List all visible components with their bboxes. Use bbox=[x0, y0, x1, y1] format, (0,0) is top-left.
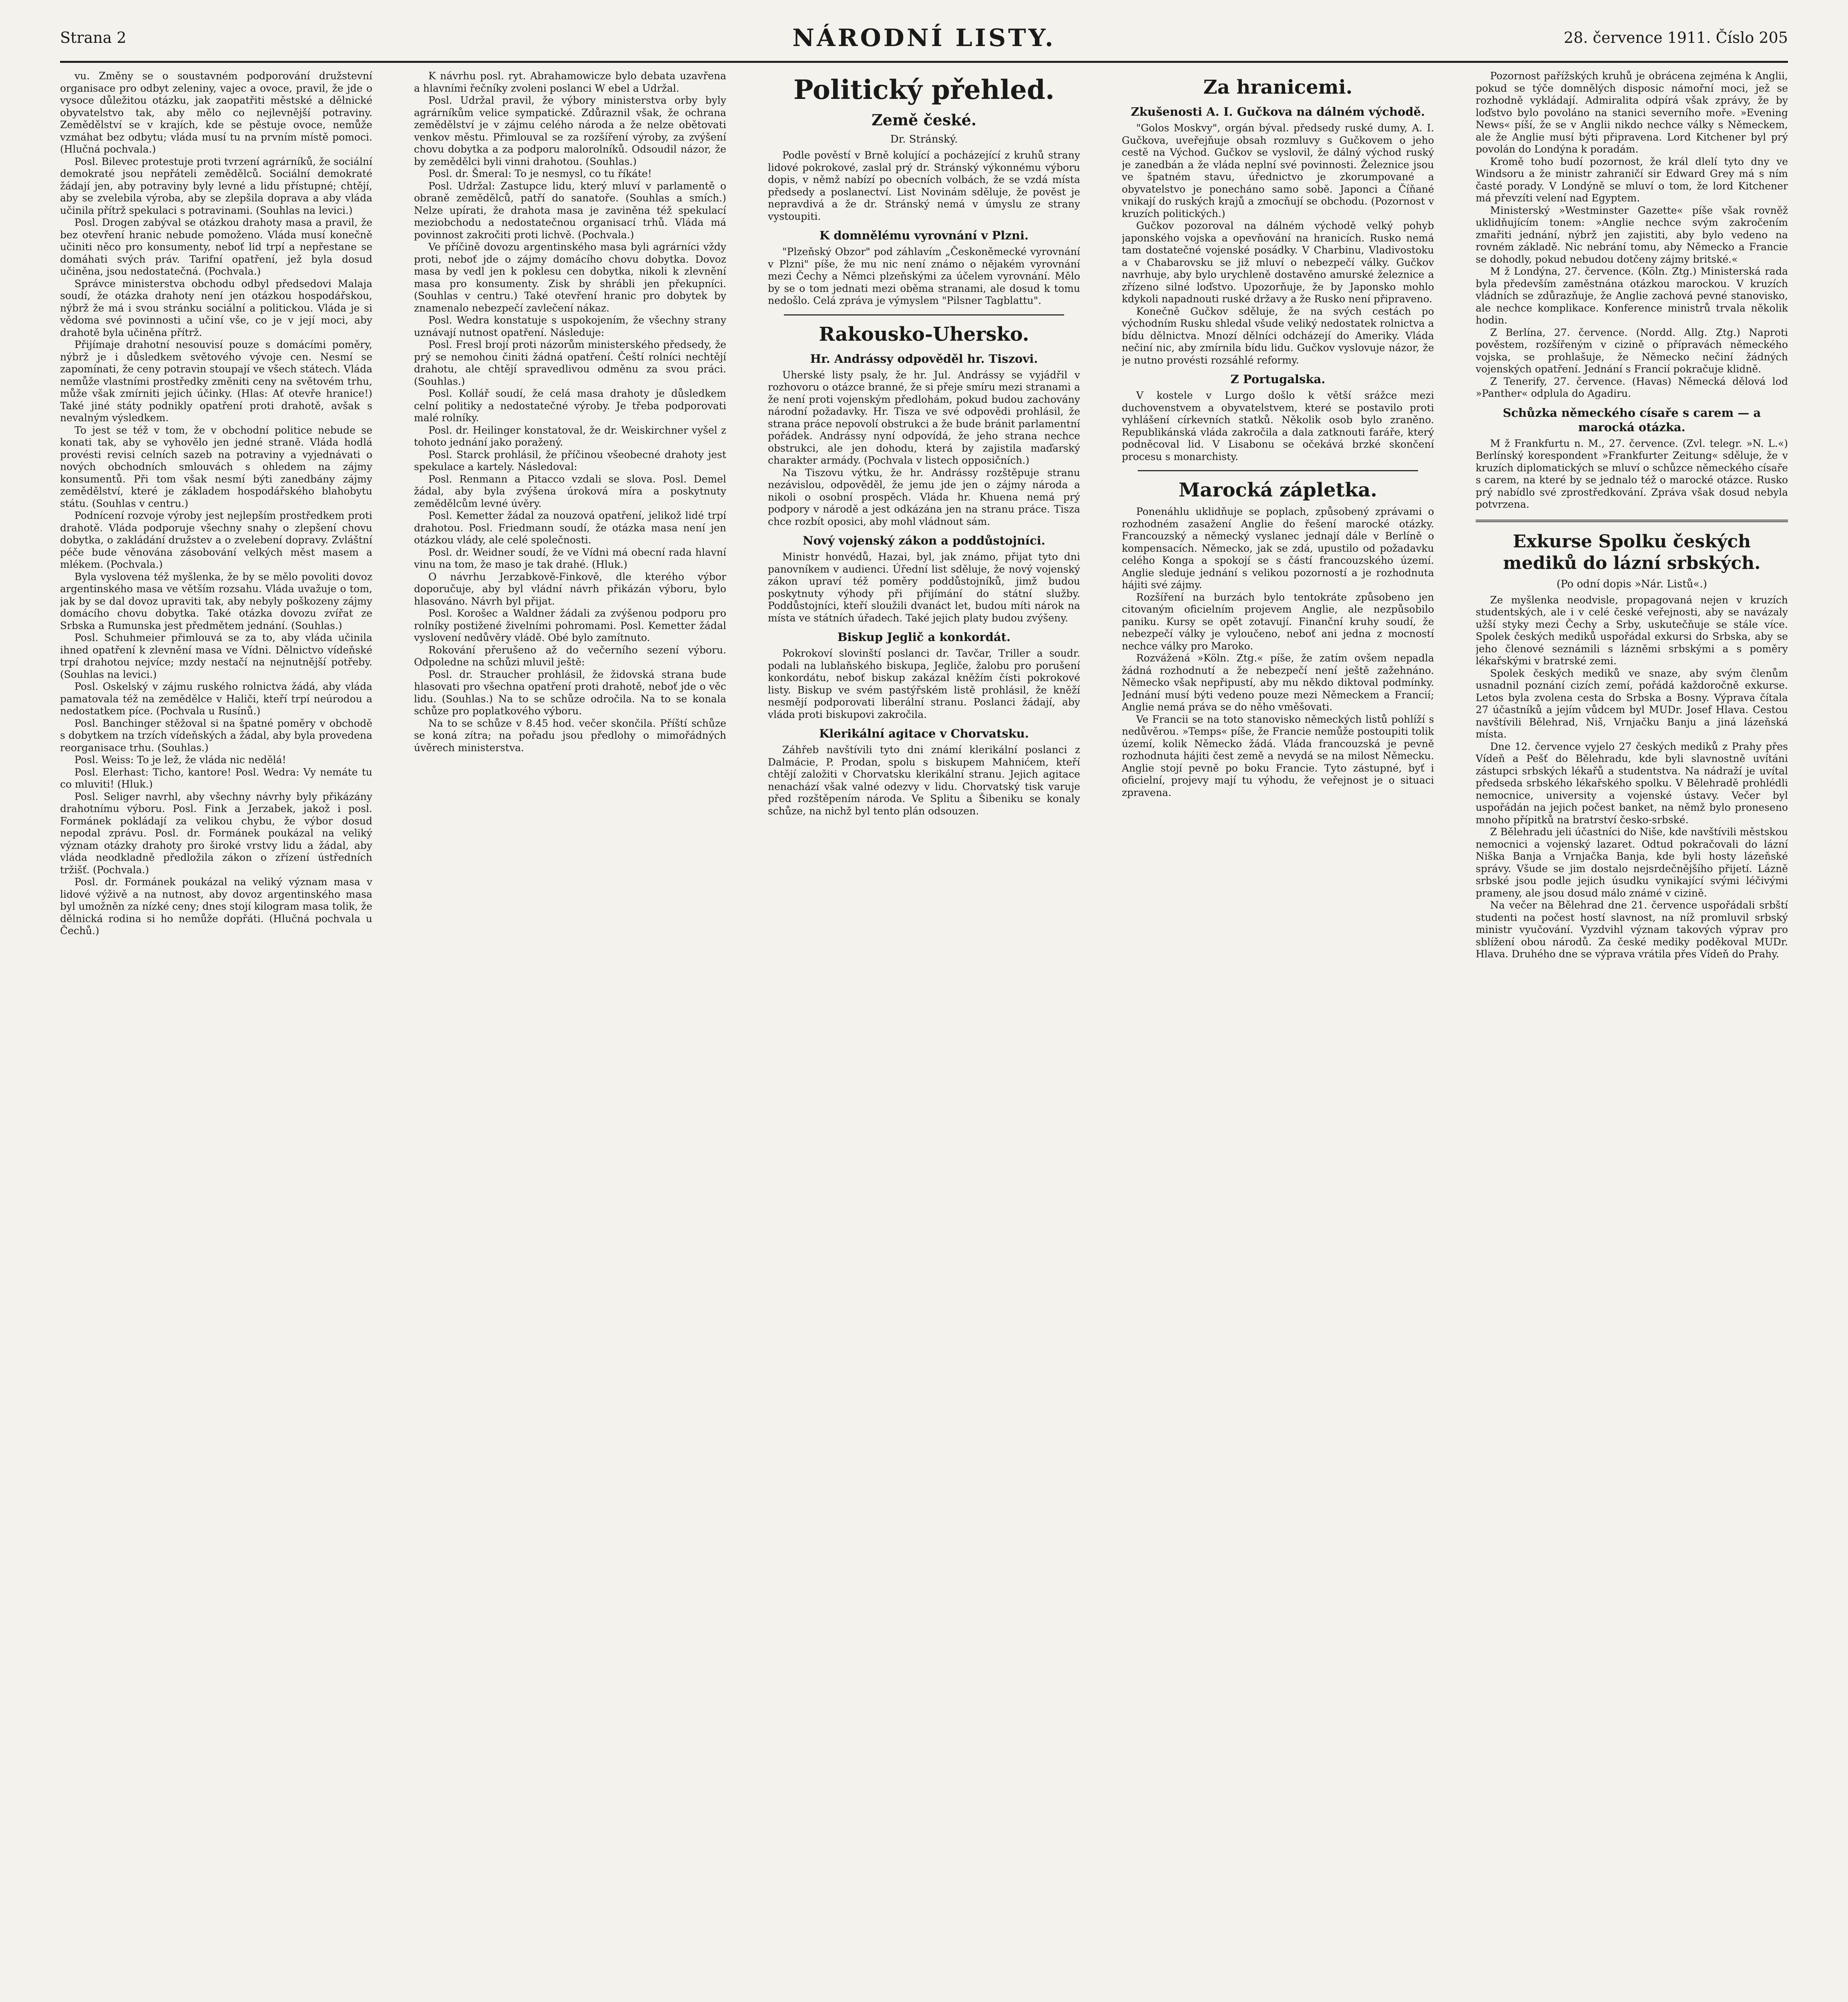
article-paragraph: Ze myšlenka neodvisle, propagovaná nejen v kruzích studentských, ale i v celé české veřejnosti, aby se navázaly užší styky mezi Čechy a Srby, uskutečňuje se stále více. Spolek českých mediků uspořádal exkursi do Srbska, aby se jeho členové seznámili s lázněmi srbskými a s poměry lékařskými v bratrské zemi. bbox=[1476, 594, 1788, 667]
article-paragraph: M ž Londýna, 27. července. (Köln. Ztg.) Ministerská rada byla především zaměstnána otázkou marockou. V kruzích vládních se zdůrazňuje, že Anglie zachová pevné stanovisko, ale nechce komplikace. Konference ministrů trvala několik hodin. bbox=[1476, 265, 1788, 326]
article-paragraph: Uherské listy psaly, že hr. Jul. Andrássy se vyjádřil v rozhovoru o otázce branné, že si přeje smíru mezi stranami a že není proti vojenským předlohám, pokud budou zachovány národní požadavky. Hr. Tisza ve své odpovědi prohlásil, že strana práce nepovolí obstrukci a že bude bránit parlamentní pořádek. Andrássy nyní odpovídá, že jeho strana nechce obstrukci, ale jen dohodu, která by zajistila maďarský charakter armády. (Pochvala v listech opposičních.) bbox=[768, 369, 1080, 466]
article-paragraph: Správce ministerstva obchodu odbyl předsedovi Malaja soudí, že otázka drahoty není jen otázkou hospodářskou, nýbrž že má i svou stránku sociální a politickou. Vláda je si vědoma své povinnosti a učiní vše, co je v její moci, aby drahotě byla učiněna přítrž. bbox=[60, 277, 372, 338]
page-label: Strana 2 bbox=[60, 29, 127, 46]
column-5 bbox=[1476, 70, 1788, 2002]
article-paragraph: Ve příčině dovozu argentinského masa byli agrárníci vždy proti, neboť jde o zájmy domácího chovu dobytka. Dovoz masa by vedl jen k poklesu cen dobytka, nikoli k zlevnění masa pro konsumenty. Zisk by shrábli jen překupníci. (Souhlas v centru.) Také otevření hranic pro dobytek by znamenalo nebezpečí zavlečení nákaz. bbox=[414, 241, 726, 314]
section-title-morocco: Marocká zápletka. bbox=[1179, 479, 1377, 501]
article-paragraph: Na večer na Bělehrad dne 21. července uspořádali srbští studenti na počest hostí slavnost, na níž promluvil srbský ministr vyučování. Vyzdvihl význam takových výprav pro sblížení obou národů. Za české mediky poděkoval MUDr. Hlava. Druhého dne se výprava vrátila přes Vídeň do Prahy. bbox=[1476, 899, 1788, 960]
article-paragraph: Na to se schůze v 8.45 hod. večer skončila. Příští schůze se koná zítra; na pořadu jsou předlohy o mimořádných úvěrech ministerstva. bbox=[414, 717, 726, 754]
article-paragraph: Posl. Elerhast: Ticho, kantore! Posl. Wedra: Vy nemáte tu co mluviti! (Hluk.) bbox=[60, 766, 372, 790]
article-paragraph: Posl. Kollář soudí, že celá masa drahoty je důsledkem celní politiky a nedostatečné výroby. Je třeba podporovati malé rolníky. bbox=[414, 388, 726, 424]
article-paragraph: Podle pověstí v Brně kolující a pocházející z kruhů strany lidové pokrokové, zaslal prý dr. Stránský výkonnému výboru dopis, v němž nabízí po obecních volbách, že se vzdá místa předsedy a poslanectví. List Novinám sděluje, že pověst je nepravdivá a že dr. Stránský nemá v úmyslu ze strany vystoupiti. bbox=[768, 149, 1080, 222]
article-paragraph: Posl. Weiss: To je lež, že vláda nic nedělá! bbox=[74, 754, 286, 766]
masthead bbox=[60, 24, 1788, 63]
article-heading: Nový vojenský zákon a poddůstojníci. bbox=[803, 534, 1045, 547]
section-divider bbox=[784, 314, 1064, 316]
article-paragraph: Podnícení rozvoje výroby jest nejlepším prostředkem proti drahotě. Vláda podporuje všechny snahy o zlepšení chovu dobytka, o zakládání družstev a o zvelebení dopravy. Zvláštní péče bude věnována zásobování velkých měst masem a mlékem. (Pochvala.) bbox=[60, 510, 372, 570]
article-paragraph: Gučkov pozoroval na dálném východě velký pohyb japonského vojska a opevňování na hranicích. Rusko nemá tam dostatečné vojenské posádky. V Charbinu, Vladivostoku a v Chabarovsku se již mluví o nebezpečí války. Gučkov navrhuje, aby bylo urychleně dostavěno amurské železnice a zřízeno silné loďstvo. Upozorňuje, že by Japonsko mohlo kdykoli napadnouti ruské državy a že Rusko není připraveno. bbox=[1122, 220, 1434, 305]
article-heading: Zkušenosti A. I. Gučkova na dálném východě. bbox=[1131, 105, 1425, 119]
article-paragraph: Pokrokoví slovinští poslanci dr. Tavčar, Triller a soudr. podali na lublaňského biskupa, Jegliče, žalobu pro porušení konkordátu, neboť biskup zakázal kněžím čísti pokrokové listy. Biskup ve svém pastýřském listě prohlásil, že kněží nesmějí podporovati liberální stranu. Poslanci žádají, aby vláda proti biskupovi zakročila. bbox=[768, 647, 1080, 720]
subsection-title: Země české. bbox=[872, 111, 976, 129]
article-heading: Biskup Jeglič a konkordát. bbox=[837, 630, 1011, 644]
article-paragraph: Konečně Gučkov sděluje, že na svých cestách po východním Rusku shledal všude veliký nedostatek rolnictva a bídu dělnictva. Mnozí dělníci odcházejí do Ameriky. Vláda nečiní nic, aby zmírnila bídu lidu. Gučkov vyslovuje názor, že je nutno provésti rozsáhlé reformy. bbox=[1122, 305, 1434, 366]
article-paragraph: Posl. Renmann a Pitacco vzdali se slova. Posl. Demel žádal, aby byla zvýšena úroková míra a poskytnuty zemědělcům levné úvěry. bbox=[414, 473, 726, 509]
article-heading: Klerikální agitace v Chorvatsku. bbox=[819, 727, 1029, 740]
article-paragraph: Přijímaje drahotní nesouvisí pouze s domácími poměry, nýbrž je i důsledkem světového vývoje cen. Nesmí se zapomínati, že ceny potravin stoupají ve všech státech. Vláda nemůže vlastními prostředky změniti ceny na světovém trhu, může však zmírniti jejich účinky. (Hlas: Ať otevře hranice!) Také jiné státy podnikly opatření proti drahotě, avšak s nevalným výsledkem. bbox=[60, 339, 372, 424]
article-paragraph: "Golos Moskvy", orgán býval. předsedy ruské dumy, A. I. Gučkova, uveřejňuje obsah rozmluvy s Gučkovem o jeho cestě na Východ. Gučkov se vyslovil, že dálný východ ruský je zanedbán a že vláda neplní své povinnosti. Železnice jsou ve špatném stavu, úřednictvo je zkorumpované a obyvatelstvo je ponecháno samo sobě. Japonci a Číňané vnikají do ruských krajů a zmocňují se obchodu. (Pozornost v kruzích politických.) bbox=[1122, 122, 1434, 219]
article-paragraph: Posl. Udržal pravil, že výbory ministerstva orby byly agrárníkům velice sympatické. Zdůraznil však, že ochrana zemědělství je v zájmu celého národa a že nelze obětovati venkov městu. Přimlouval se za rozšíření výroby, za zvýšení chovu dobytka a za podporu malorolníků. Odsoudil názor, že by zemědělci byli vinni drahotou. (Souhlas.) bbox=[414, 94, 726, 167]
article-paragraph: Posl. Wedra konstatuje s uspokojením, že všechny strany uznávají nutnost opatření. Následuje: bbox=[414, 314, 726, 338]
article-paragraph: Ponenáhlu uklidňuje se poplach, způsobený zprávami o rozhodném zasažení Anglie do řešení marocké otázky. Francouzský a německý vyslanec jednají dále v Berlíně o kompensacích. Německo, jak se zdá, upustilo od požadavku celého Konga a spokojí se s částí francouzského území. Anglie sleduje jednání s velikou pozorností a je rozhodnuta hájiti své zájmy. bbox=[1122, 506, 1434, 591]
article-paragraph: Na Tiszovu výtku, že hr. Andrássy rozštěpuje stranu nezávislou, odpověděl, že jemu jde jen o zájmy národa a nikoli o osobní prospěch. Vláda hr. Khuena nemá prý podpory v národě a jest odkázána jen na stranu práce. Tisza chce rozbít oposici, aby mohl vládnout sám. bbox=[768, 466, 1080, 527]
article-paragraph: Z Bělehradu jeli účastníci do Niše, kde navštívili městskou nemocnici a vojenský lazaret. Odtud pokračovali do lázní Niška Banja a Vrnjačka Banja, kde byli hosty lázeňské správy. Všude se jim dostalo nejsrdečnějšího přijetí. Lázně srbské jsou podle jejich úsudku vynikající svými léčivými prameny, ale jsou dosud málo známé v cizině. bbox=[1476, 826, 1788, 899]
article-paragraph: Posl. Drogen zabýval se otázkou drahoty masa a pravil, že bez otevření hranic nebude pomoženo. Vláda musí konečně učiniti něco pro konsumenty, neboť lid trpí a nepřestane se domáhati svých práv. Tarifní opatření, jež byla dosud učiněna, jsou nedostatečná. (Pochvala.) bbox=[60, 217, 372, 277]
article-paragraph: Posl. Banchinger stěžoval si na špatné poměry v obchodě s dobytkem na trzích vídeňských a žádal, aby byla provedena reorganisace trhu. (Souhlas.) bbox=[60, 717, 372, 754]
article-paragraph: Ve Francii se na toto stanovisko německých listů pohlíží s nedůvěrou. »Temps« píše, že Francie nemůže postoupiti tolik území, kolik Německo žádá. Vláda francouzská je pevně rozhodnuta hájiti čest země a nevydá se na milost Německu. Anglie stojí pevně po boku Francie. Tyto zástupné, byť i oficielní, projevy mají tu výhodu, že veřejnost je o situaci zpravena. bbox=[1122, 713, 1434, 798]
article-paragraph: Ministr honvédů, Hazai, byl, jak známo, přijat tyto dni panovníkem v audienci. Úřední list sděluje, že nový vojenský zákon upraví též poměry poddůstojníků, jimž budou poskytnuty výhody při přijímání do státní služby. Poddůstojníci, kteří sloužili dvanáct let, budou míti nárok na místa ve státních úřadech. Také jejich platy budou zvýšeny. bbox=[768, 551, 1080, 624]
article-paragraph: Spolek českých mediků ve snaze, aby svým členům usnadnil poznání cizích zemí, pořádá každoročně exkurse. Letos byla zvolena cesta do Srbska a Bosny. Výprava čítala 27 účastníků a jejím vůdcem byl MUDr. Josef Hlava. Cestou navštívili Bělehrad, Niš, Vrnjačku Banju a jiná lázeňská místa. bbox=[1476, 667, 1788, 740]
article-paragraph: Z Tenerify, 27. července. (Havas) Německá dělová loď »Panther« odplula do Agadiru. bbox=[1476, 375, 1788, 399]
article-paragraph: Posl. Udržal: Zastupce lidu, který mluví v parlamentě o obraně zemědělců, patří do sanatoře. (Souhlas a smích.) Nelze upírati, že drahota masa je zaviněna též spekulací meziobchodu a nedostatečnou organisací trhů. Vláda má povinnost zakročiti proti lichvě. (Pochvala.) bbox=[414, 180, 726, 241]
article-paragraph: Ministerský »Westminster Gazette« píše však rovněž uklidňujícím tonem: »Anglie nechce svým zakročením zmařiti jednání, nýbrž jen zajistiti, aby bylo vedeno na rovném základě. Nic nebrání tomu, aby Německo a Francie se dohodly, pokud nebudou dotčeny zájmy britské.« bbox=[1476, 204, 1788, 265]
column-4 bbox=[1122, 70, 1434, 2002]
section-divider bbox=[1476, 520, 1788, 522]
article-paragraph: Rozšíření na burzách bylo tentokráte způsobeno jen citovaným oficielním projevem Anglie, ale nezpůsobilo paniku. Kursy se opět zotavují. Finanční kruhy soudí, že nebezpečí války je vyloučeno, neboť ani jedna z mocností nechce války pro Maroko. bbox=[1122, 591, 1434, 652]
article-heading: Schůzka německého císaře s carem — a marocká otázka. bbox=[1503, 406, 1761, 434]
article-paragraph: K návrhu posl. ryt. Abrahamowicze bylo debata uzavřena a hlavními řečníky zvoleni poslanci W ebel a Udržal. bbox=[414, 70, 726, 94]
article-paragraph: Posl. dr. Šmeral: To je nesmysl, co tu říkáte! bbox=[428, 168, 652, 179]
newspaper-title: NÁRODNÍ LISTY. bbox=[792, 24, 1056, 52]
article-paragraph: Byla vyslovena též myšlenka, že by se mělo povoliti dovoz argentinského masa ve větším rozsahu. Vláda uvažuje o tom, jak by se dal dovoz upraviti tak, aby nebyly poškozeny zájmy domácího chovu dobytka. Také otázka dovozu zvířat ze Srbska a Rumunska jest předmětem jednání. (Souhlas.) bbox=[60, 571, 372, 631]
article-byline: (Po odní dopis »Nár. Listů«.) bbox=[1557, 578, 1707, 590]
article-paragraph: Záhřeb navštívili tyto dni známí klerikální poslanci z Dalmácie, P. Prodan, spolu s biskupem Mahnićem, kteří chtějí založiti v Chorvatsku klerikální stranu. Jejich agitace nenachází však valné odezvy v lidu. Chorvatský tisk varuje před rozštěpením národa. Ve Splitu a Šibeniku se konaly schůze, na nichž byl tento plán odsouzen. bbox=[768, 744, 1080, 817]
section-title-politics: Politický přehled. bbox=[793, 74, 1055, 105]
article-paragraph: vu. Změny se o soustavném podporování družstevní organisace pro odbyt zeleniny, vajec a ovoce, pravil, že jde o vysoce důležitou otázku, jak zaopatřiti městské a dělnické obyvatelstvo tak, aby mělo co nejlevnější potraviny. Zemědělství se v krajích, kde se pěstuje ovoce, nemůže vzmáhat bez odbytu; vláda musí tu na prvním místě pomoci. (Hlučná pochvala.) bbox=[60, 70, 372, 155]
article-heading: Hr. Andrássy odpověděl hr. Tiszovi. bbox=[810, 352, 1038, 366]
article-heading: K domnělému vyrovnání v Plzni. bbox=[819, 229, 1029, 242]
article-paragraph: Pozornost pařížských kruhů je obrácena zejména k Anglii, pokud se týče domnělých disposic námořní moci, jež se rozhodně vykládají. Admiralita odpírá však zprávy, že by loďstvo bylo povoláno na stanici severního moře. »Evening News« píší, že se v Anglii nikdo nechce války s Německem, ale že Anglie musí býti připravena. Lord Kitchener byl prý povolán do Londýna k poradám. bbox=[1476, 70, 1788, 155]
article-paragraph: Posl. Kemetter žádal za nouzová opatření, jelikož lidé trpí drahotou. Posl. Friedmann soudí, že otázka masa není jen otázkou vlády, ale celé společnosti. bbox=[414, 510, 726, 546]
article-paragraph: Z Berlína, 27. července. (Nordd. Allg. Ztg.) Naproti pověstem, rozšířeným v cizině o přípravách německého vojska, se prohlašuje, že Německo nečiní žádných vojenských opatření. Jednání s Francií pokračuje klidně. bbox=[1476, 326, 1788, 375]
page-columns bbox=[60, 70, 1788, 2002]
article-title-medics-excursion: Exkurse Spolku českých mediků do lázní srbských. bbox=[1503, 531, 1761, 573]
article-paragraph: Kromě toho budí pozornost, že král dlelí tyto dny ve Windsoru a že ministr zahraničí sir Edward Grey má s ním časté porady. V Londýně se mluví o tom, že lord Kitchener má převzíti velení nad Egyptem. bbox=[1476, 155, 1788, 204]
section-title-abroad: Za hranicemi. bbox=[1203, 76, 1353, 98]
article-paragraph: V kostele v Lurgo došlo k větší srážce mezi duchovenstvem a obyvatelstvem, které se postavilo proti vyhlášení církevních statků. Několik osob bylo zraněno. Republikánská vláda zakročila a dala zatknouti faráře, který podněcoval lid. V Lisabonu se očekává brzké skončení procesu s monarchisty. bbox=[1122, 390, 1434, 462]
article-paragraph: "Plzeňský Obzor" pod záhlavím „Českoněmecké vyrovnání v Plzni" píše, že mu nic není známo o nějakém vyrovnání mezi Čechy a Němci plzeňskými za účelem vyrovnání. Mělo by se o tom jednati mezi oběma stranami, ale dosud k tomu nedošlo. Celá zpráva je výmyslem "Pilsner Tagblattu". bbox=[768, 246, 1080, 306]
article-paragraph: Rozvážená »Köln. Ztg.« píše, že zatím ovšem nepadla žádná rozhodnutí a že nebezpečí není ještě zažehnáno. Německo však nepřipustí, aby mu někdo diktoval podmínky. Jednání musí býti vedeno pouze mezi Německem a Francií; Anglie nemá práva se do něho vměšovati. bbox=[1122, 652, 1434, 713]
article-paragraph: Posl. Korošec a Waldner žádali za zvýšenou podporu pro rolníky postižené živelními pohromami. Posl. Kemetter žádal vyslovení nedůvěry vládě. Obé bylo zamítnuto. bbox=[414, 607, 726, 643]
section-title-austria-hungary: Rakousko-Uhersko. bbox=[819, 323, 1029, 346]
column-2 bbox=[414, 70, 726, 2002]
column-1 bbox=[60, 70, 372, 2002]
article-paragraph: Posl. Starck prohlásil, že příčinou všeobecné drahoty jest spekulace a kartely. Následoval: bbox=[414, 448, 726, 472]
article-paragraph: M ž Frankfurtu n. M., 27. července. (Zvl. telegr. »N. L.«) Berlínský korespondent »Frankfurter Zeitung« sděluje, že v kruzích diplomatických se mluví o schůzce německého císaře s carem, na které by se jednalo též o marocké otázce. Rusko prý nabídlo své zprostředkování. Zpráva však dosud nebyla potvrzena. bbox=[1476, 437, 1788, 510]
article-paragraph: Posl. Oskelský v zájmu ruského rolnictva žádá, aby vláda pamatovala též na zemědělce v Haliči, kteří trpí neúrodou a nedostatkem píce. (Pochvala u Rusínů.) bbox=[60, 681, 372, 717]
article-paragraph: Posl. Fresl brojí proti názorům ministerského předsedy, že prý se nemohou činiti žádná opatření. Čeští rolníci nechtějí drahotu, ale chtějí spravedlivou odměnu za svou práci. (Souhlas.) bbox=[414, 339, 726, 387]
article-paragraph: Posl. Schuhmeier přimlouvá se za to, aby vláda učinila ihned opatření k zlevnění masa ve Vídni. Dělnictvo vídeňské trpí drahotou nejvíce; mzdy nestačí na nejnutnější potřeby. (Souhlas na levici.) bbox=[60, 632, 372, 680]
article-paragraph: Posl. dr. Heilinger konstatoval, že dr. Weiskirchner vyšel z tohoto jednání jako poražený. bbox=[414, 424, 726, 448]
article-paragraph: O návrhu Jerzabkově-Finkově, dle kterého výbor doporučuje, aby byl vládní návrh přikázán výboru, bylo hlasováno. Návrh byl přijat. bbox=[414, 571, 726, 607]
article-paragraph: Posl. dr. Straucher prohlásil, že židovská strana bude hlasovati pro všechna opatření proti drahotě, neboť jde o věc lidu. (Souhlas.) Na to se schůze odročila. Na to se konala schůze pro poplatkového výboru. bbox=[414, 668, 726, 717]
article-paragraph: Posl. Bilevec protestuje proti tvrzení agrárníků, že sociální demokraté jsou nepřáteli zemědělců. Sociální demokraté žádají jen, aby potraviny byly levné a lidu přístupné; chtějí, aby se zvelebila výroba, aby se zlepšila doprava a aby vláda učinila přítrž spekulaci s potravinami. (Souhlas na levici.) bbox=[60, 155, 372, 216]
section-divider bbox=[1138, 470, 1418, 471]
article-heading: Dr. Stránský. bbox=[890, 133, 958, 145]
article-heading: Z Portugalska. bbox=[1230, 372, 1326, 386]
column-3 bbox=[768, 70, 1080, 2002]
article-paragraph: Posl. dr. Formánek poukázal na veliký význam masa v lidové výživě a na nutnost, aby dovoz argentinského masa byl umožněn za nízké ceny; dnes stojí kilogram masa tolik, že dělnická rodina si ho nemůže dopřáti. (Hlučná pochvala u Čechů.) bbox=[60, 876, 372, 937]
article-paragraph: To jest se též v tom, že v obchodní politice nebude se konati tak, aby se vyhovělo jen jedné straně. Vláda hodlá provésti revisi celních sazeb na potraviny a vyjednávati o nových obchodních smlouvách s ohledem na zájmy konsumentů. Při tom však nesmí býti zanedbány zájmy zemědělství, které je základem hospodářského blahobytu státu. (Souhlas v centru.) bbox=[60, 424, 372, 509]
article-paragraph: Dne 12. července vyjelo 27 českých mediků z Prahy přes Vídeň a Pešť do Bělehradu, kde byli slavnostně uvítáni zástupci srbských lékařů a studentstva. Na nádraží je uvítal předseda srbského lékařského spolku. V Bělehradě prohlédli nemocnice, university a vojenské ústavy. Večer byl uspořádán na jejich počest banket, na němž bylo proneseno mnoho přípitků na bratrství česko-srbské. bbox=[1476, 740, 1788, 826]
issue-date: 28. července 1911. Číslo 205 bbox=[1564, 29, 1788, 46]
article-paragraph: Posl. dr. Weidner soudí, že ve Vídni má obecní rada hlavní vinu na tom, že maso je tak drahé. (Hluk.) bbox=[414, 546, 726, 570]
article-paragraph: Rokování přerušeno až do večerního sezení výboru. Odpoledne na schůzi mluvil ještě: bbox=[414, 644, 726, 668]
article-paragraph: Posl. Seliger navrhl, aby všechny návrhy byly přikázány drahotnímu výboru. Posl. Fink a Jerzabek, jakož i posl. Formánek pokládají za velikou chybu, že výbor dosud nepodal zprávu. Posl. dr. Formánek poukázal na veliký význam otázky drahoty pro široké vrstvy lidu a žádal, aby vláda neodkladně předložila zákon o zřízení ústředních tržišť. (Pochvala.) bbox=[60, 790, 372, 876]
